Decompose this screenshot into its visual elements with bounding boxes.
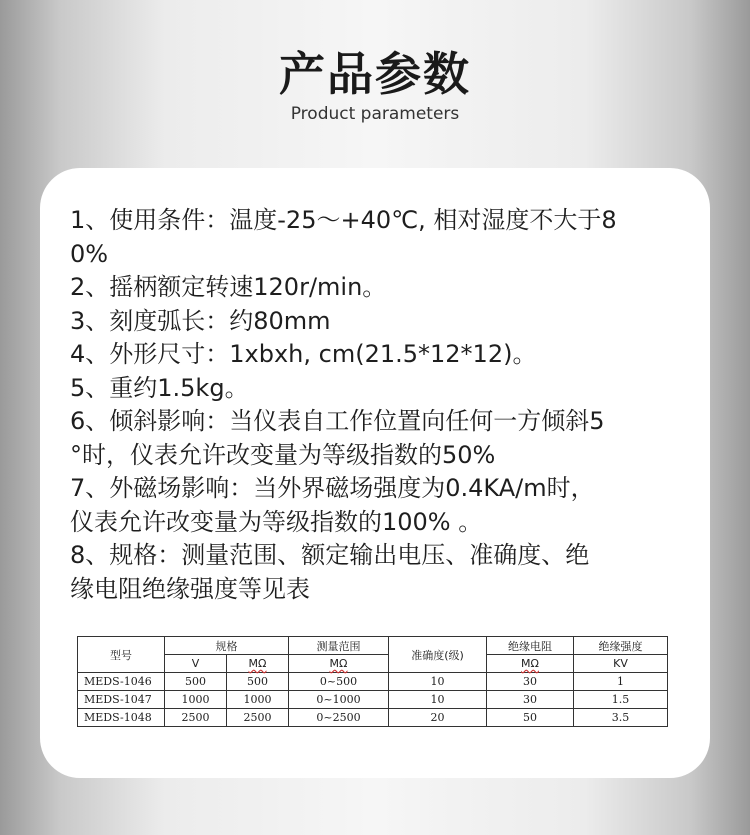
parameter-line: 7、外磁场影响：当外界磁场强度为0.4KA/m时， bbox=[70, 474, 595, 502]
parameter-line: °时，仪表允许改变量为等级指数的50% bbox=[70, 440, 496, 469]
parameter-line: 6、倾斜影响：当仪表自工作位置向任何一方倾斜5 bbox=[70, 407, 605, 435]
parameter-line: 缘电阻绝缘强度等见表 bbox=[70, 574, 310, 603]
cell-kv: 1.5 bbox=[574, 691, 668, 709]
parameter-list bbox=[70, 204, 690, 606]
cell-accuracy: 20 bbox=[389, 709, 487, 727]
cell-res: 30 bbox=[487, 691, 574, 709]
cell-v: 2500 bbox=[165, 709, 227, 727]
parameter-line: 5、重约1.5kg。 bbox=[70, 373, 249, 402]
cell-kv: 1 bbox=[574, 673, 668, 691]
cell-range: 0~2500 bbox=[289, 709, 389, 727]
cell-mohm: 2500 bbox=[227, 709, 289, 727]
header-spec: 规格 bbox=[165, 637, 289, 655]
header-unit-mohm: MΩ bbox=[248, 657, 267, 670]
header-res-unit: MΩ bbox=[521, 657, 539, 670]
parameter-line: 1、使用条件：温度-25～+40℃, 相对湿度不大于8 bbox=[70, 206, 617, 234]
page-title: 产品参数 bbox=[279, 47, 471, 101]
header-unit-mohm-cell bbox=[227, 655, 289, 673]
table-row bbox=[78, 691, 668, 709]
header-insulation-strength: 绝缘强度 bbox=[574, 637, 668, 655]
header-unit-v: V bbox=[165, 655, 227, 673]
cell-v: 500 bbox=[165, 673, 227, 691]
cell-kv: 3.5 bbox=[574, 709, 668, 727]
cell-res: 30 bbox=[487, 673, 574, 691]
cell-model: MEDS-1046 bbox=[78, 673, 165, 691]
header-res-unit-cell bbox=[487, 655, 574, 673]
cell-accuracy: 10 bbox=[389, 673, 487, 691]
parameter-line: 4、外形尺寸：1xbxh, cm(21.5*12*12)。 bbox=[70, 340, 537, 368]
header-kv-unit: KV bbox=[574, 655, 668, 673]
header-insulation-resistance: 绝缘电阻 bbox=[487, 637, 574, 655]
parameter-line: 2、摇柄额定转速120r/min。 bbox=[70, 273, 387, 301]
table-row bbox=[78, 709, 668, 727]
cell-mohm: 500 bbox=[227, 673, 289, 691]
parameter-line: 仪表允许改变量为等级指数的100% 。 bbox=[70, 507, 483, 536]
header-accuracy: 准确度(级) bbox=[389, 637, 487, 673]
parameter-line: 3、刻度弧长：约80mm bbox=[70, 306, 331, 335]
table-row bbox=[78, 673, 668, 691]
header-range-unit: MΩ bbox=[329, 657, 348, 670]
cell-model: MEDS-1047 bbox=[78, 691, 165, 709]
parameters-card bbox=[40, 168, 710, 778]
spec-table bbox=[77, 636, 668, 727]
cell-range: 0~1000 bbox=[289, 691, 389, 709]
parameter-line: 0% bbox=[70, 239, 109, 268]
cell-model: MEDS-1048 bbox=[78, 709, 165, 727]
cell-range: 0~500 bbox=[289, 673, 389, 691]
page-subtitle: Product parameters bbox=[290, 104, 460, 124]
header-range: 测量范围 bbox=[289, 637, 389, 655]
cell-mohm: 1000 bbox=[227, 691, 289, 709]
header-range-unit-cell bbox=[289, 655, 389, 673]
parameter-line: 8、规格：测量范围、额定输出电压、准确度、绝 bbox=[70, 541, 590, 569]
header-model: 型号 bbox=[78, 637, 165, 673]
cell-accuracy: 10 bbox=[389, 691, 487, 709]
cell-res: 50 bbox=[487, 709, 574, 727]
cell-v: 1000 bbox=[165, 691, 227, 709]
